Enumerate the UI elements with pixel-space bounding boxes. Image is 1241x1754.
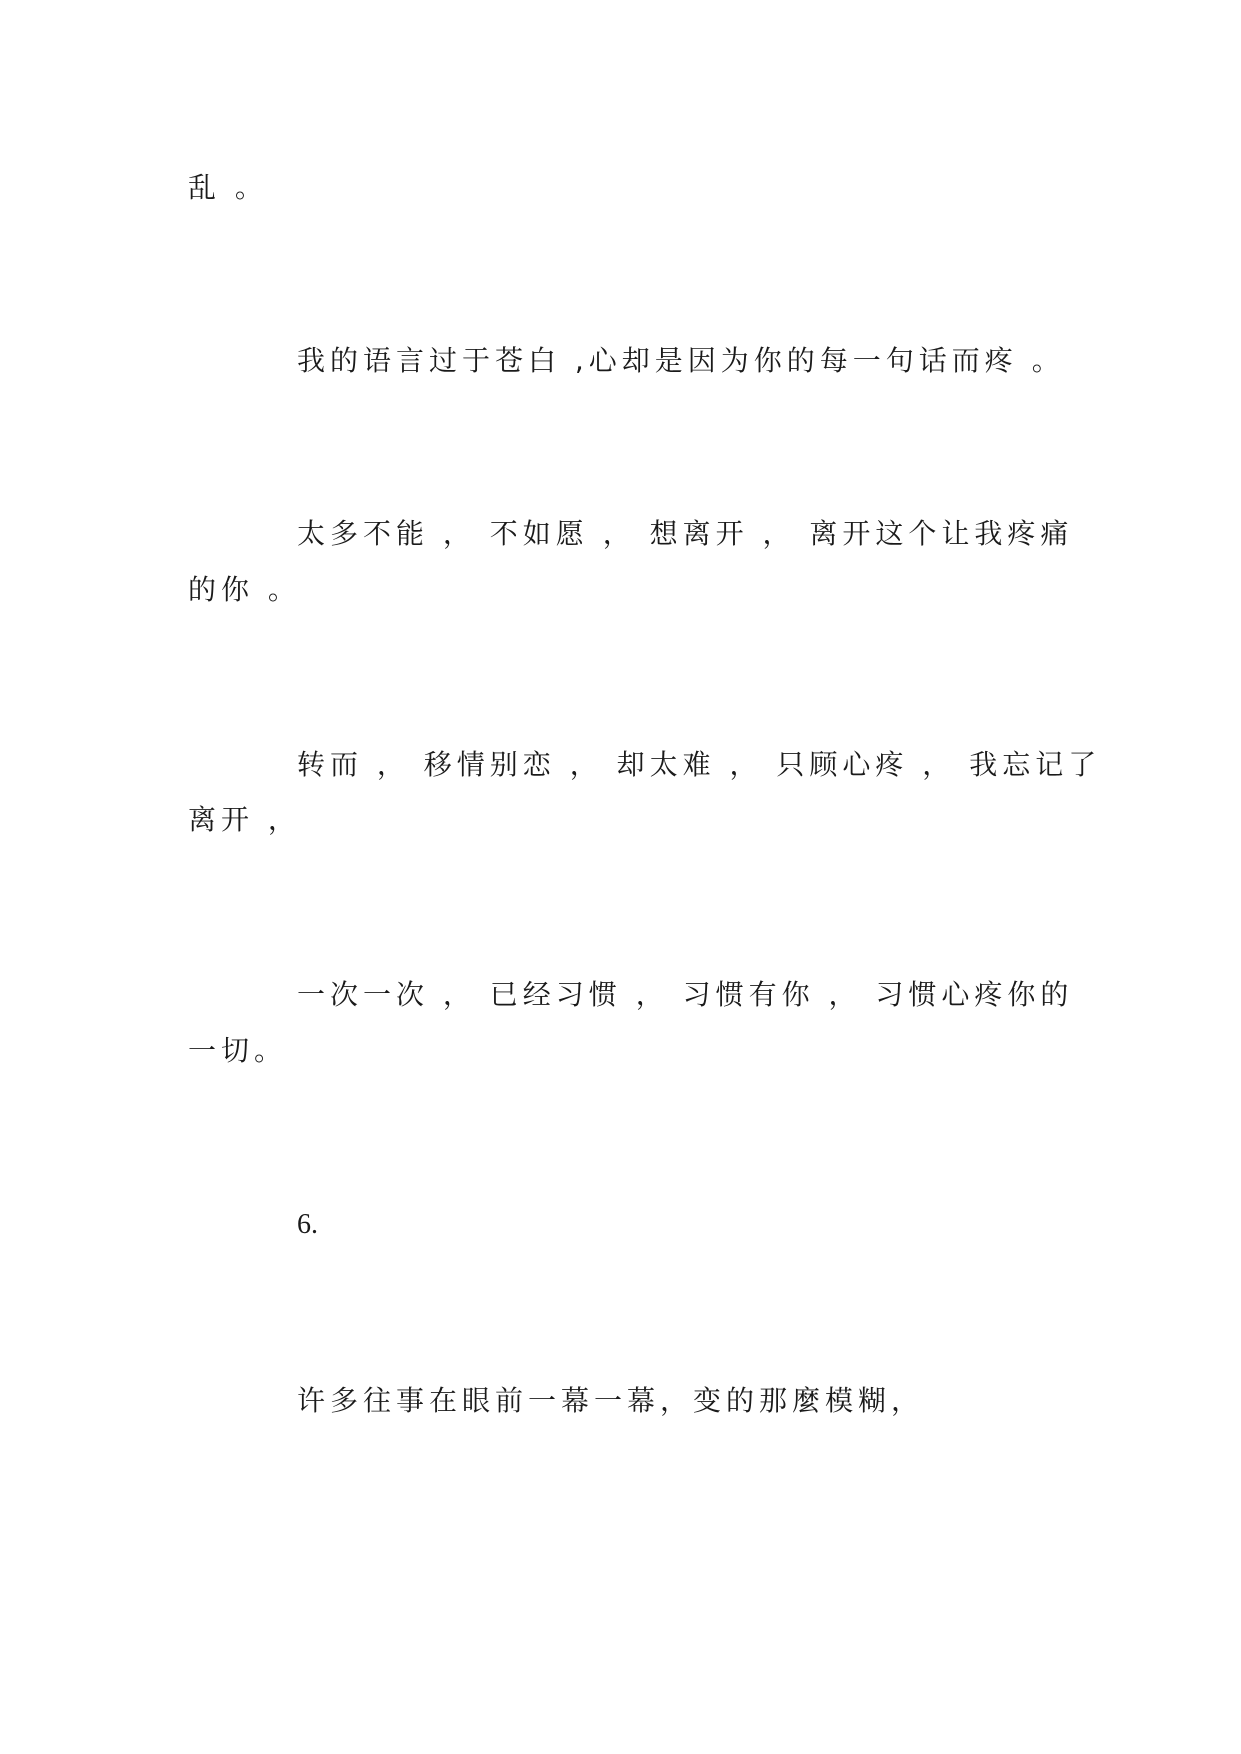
paragraph-line-4: 的你 。 — [188, 573, 301, 606]
paragraph-line-9: 许多往事在眼前一幕一幕，变的那麼模糊， — [297, 1384, 925, 1417]
paragraph-line-7: 一次一次 ， 已经习惯 ， 习惯有你 ， 习惯心疼你的 — [297, 978, 1074, 1011]
section-number: 6. — [297, 1209, 318, 1240]
paragraph-line-3: 太多不能 ， 不如愿 ， 想离开 ， 离开这个让我疼痛 — [297, 517, 1074, 550]
paragraph-line-5: 转而 ， 移情别恋 ， 却太难 ， 只顾心疼 ， 我忘记了 — [297, 748, 1102, 781]
paragraph-line-2: 我的语言过于苍白 ,心却是因为你的每一句话而疼 。 — [297, 344, 1065, 377]
paragraph-line-6: 离开 ， — [188, 803, 301, 836]
paragraph-line-8: 一切。 — [188, 1034, 288, 1067]
paragraph-line-1: 乱 。 — [188, 171, 268, 204]
